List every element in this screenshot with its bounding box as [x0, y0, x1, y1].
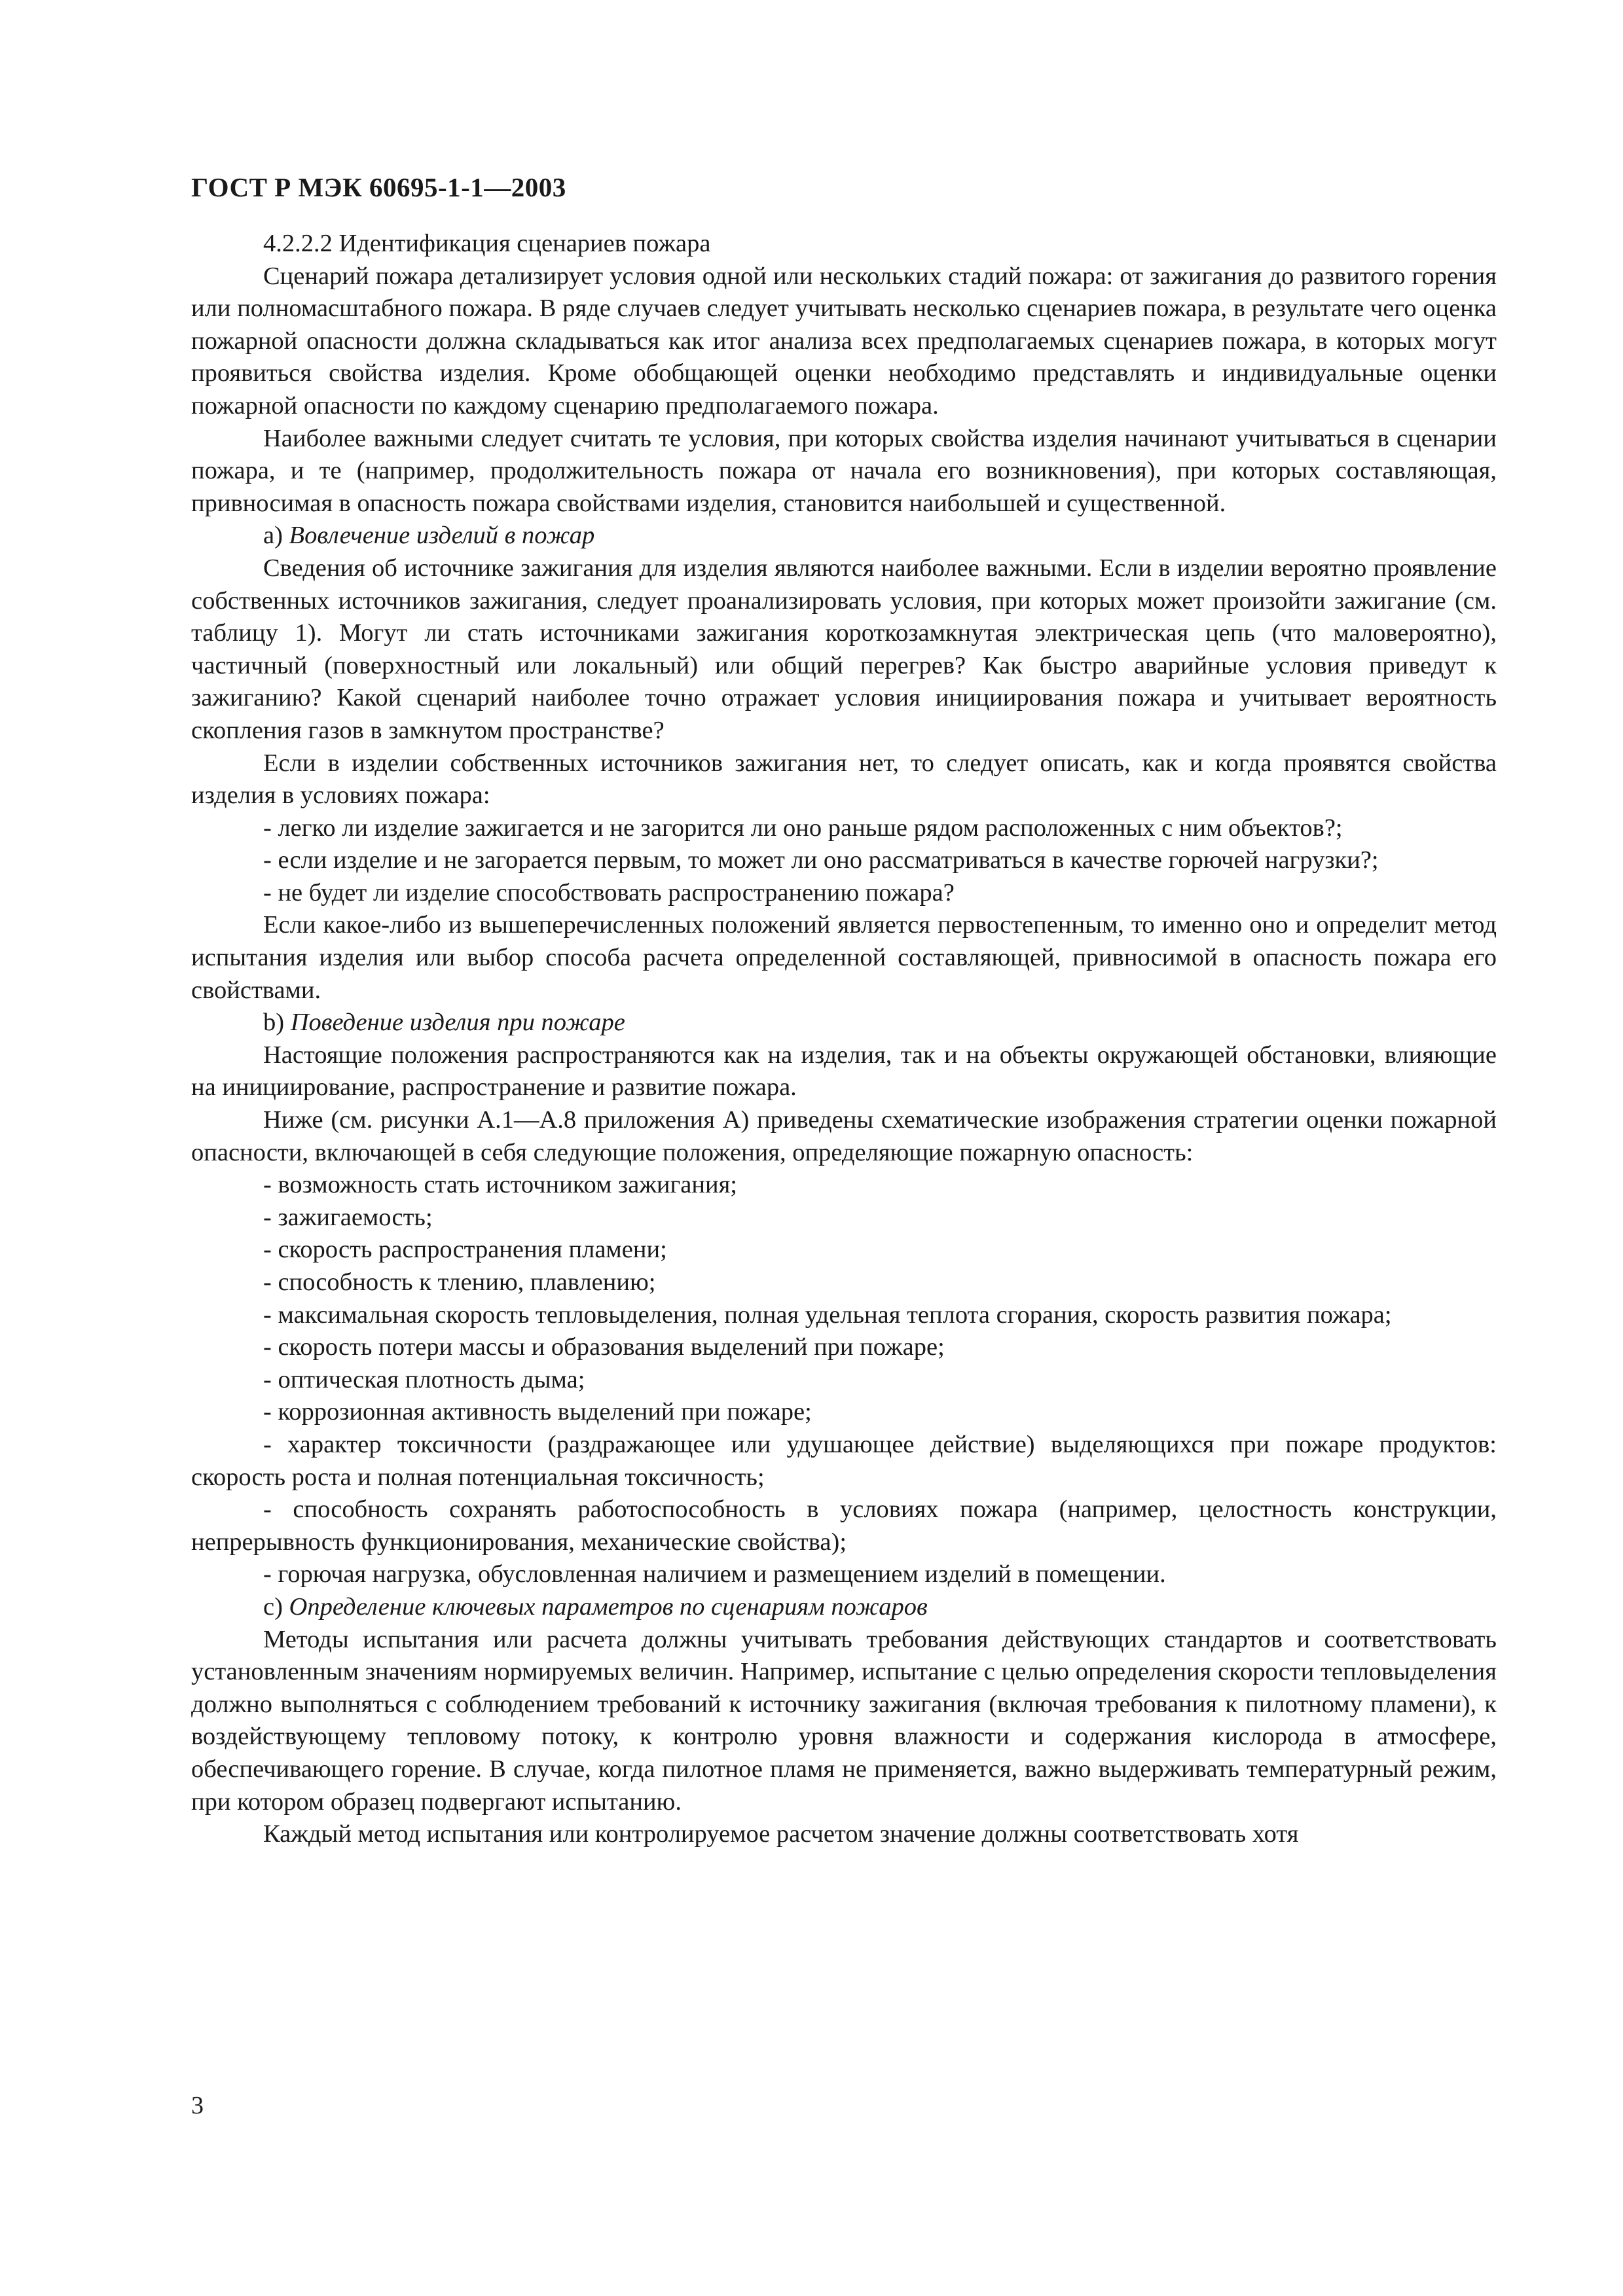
paragraph: Настоящие положения распространяются как на изделия, так и на объекты окружающей обстановки, влияющие на инициирование, распространение и развитие пожара. — [191, 1041, 1497, 1102]
list-item: - возможность стать источником зажигания; — [263, 1171, 737, 1199]
list-item: - зажигаемость; — [263, 1203, 433, 1231]
paragraph: Сведения об источнике зажигания для изделия являются наиболее важными. Если в изделии вероятно проявление собственных источников зажигания, следует проанализировать условия, при которых может произойти зажигание (см. таблицу 1). Могут ли стать источниками зажигания короткозамкнутая электрическая цепь (что маловероятно), частичный (поверхностный или локальный) или общий перегрев? Как быстро аварийные условия приведут к зажиганию? Какой сценарий наиболее точно отражает условия инициирования пожара и учитывает вероятность скопления газов в замкнутом пространстве? — [191, 554, 1497, 744]
list-item: - коррозионная активность выделений при пожаре; — [263, 1398, 812, 1426]
list-item: - не будет ли изделие способствовать распространению пожара? — [263, 878, 955, 906]
document-body — [191, 228, 1497, 1851]
subsection-marker: с) — [263, 1592, 283, 1621]
paragraph: Каждый метод испытания или контролируемое расчетом значение должны соответствовать хотя — [263, 1820, 1299, 1848]
paragraph: Если в изделии собственных источников зажигания нет, то следует описать, как и когда проявятся свойства изделия в условиях пожара: — [191, 749, 1497, 810]
subsection-marker: а) — [263, 522, 283, 550]
list-item: - характер токсичности (раздражающее или удушающее действие) выделяющихся при пожаре продуктов: скорость роста и полная потенциальная токсичность; — [191, 1430, 1497, 1491]
paragraph: Если какое-либо из вышеперечисленных положений является первостепенным, то именно оно и определит метод испытания изделия или выбор способа расчета определенной составляющей, привносимой в опасность пожара его свойствами. — [191, 911, 1497, 1004]
list-item: - скорость распространения пламени; — [263, 1236, 667, 1264]
list-item: - легко ли изделие зажигается и не загорится ли оно раньше рядом расположенных с ним объектов?; — [263, 814, 1343, 842]
list-item: - способность к тлению, плавлению; — [263, 1268, 656, 1296]
list-item: - максимальная скорость тепловыделения, полная удельная теплота сгорания, скорость развития пожара; — [263, 1300, 1392, 1329]
paragraph: Методы испытания или расчета должны учитывать требования действующих стандартов и соответствовать установленным значениям нормируемых величин. Например, испытание с целью определения скорости тепловыделения должно выполняться с соблюдением требований к источнику зажигания (включая требования к пилотному пламени), к воздействующему тепловому потоку, к контролю уровня влажности и содержания кислорода в атмосфере, обеспечивающего горение. В случае, когда пилотное пламя не применяется, важно выдерживать температурный режим, при котором образец подвергают испытанию. — [191, 1625, 1497, 1816]
list-item: - оптическая плотность дыма; — [263, 1365, 585, 1393]
subsection-title: Вовлечение изделий в пожар — [289, 522, 595, 550]
page-number: 3 — [191, 2092, 204, 2119]
subsection-marker: b) — [263, 1009, 285, 1037]
subsection-heading — [191, 1007, 1497, 1039]
subsection-heading — [191, 1591, 1497, 1624]
list-item: - скорость потери массы и образования выделений при пожаре; — [263, 1333, 945, 1361]
subsection-title: Поведение изделия при пожаре — [290, 1009, 625, 1037]
section-heading: 4.2.2.2 Идентификация сценариев пожара — [263, 230, 711, 257]
paragraph: Наиболее важными следует считать те условия, при которых свойства изделия начинают учитываться в сценарии пожара, и те (например, продолжительность пожара от начала его возникновения), при которых составляющая, привносимая в опасность пожара свойствами изделия, становится наибольшей и существенной. — [191, 424, 1497, 517]
subsection-title: Определение ключевых параметров по сценариям пожаров — [289, 1592, 928, 1621]
subsection-heading — [191, 520, 1497, 552]
document-header: ГОСТ Р МЭК 60695-1-1—2003 — [191, 172, 566, 202]
list-item: - если изделие и не загорается первым, то может ли оно рассматриваться в качестве горючей нагрузки?; — [263, 846, 1379, 874]
list-item: - горючая нагрузка, обусловленная наличием и размещением изделий в помещении. — [263, 1560, 1166, 1588]
list-item: - способность сохранять работоспособность в условиях пожара (например, целостность конструкции, непрерывность функционирования, механические свойства); — [191, 1496, 1497, 1556]
paragraph: Сценарий пожара детализирует условия одной или нескольких стадий пожара: от зажигания до развитого горения или полномасштабного пожара. В ряде случаев следует учитывать несколько сценариев пожара, в результате чего оценка пожарной опасности должна складываться как итог анализа всех предполагаемых сценариев пожара, в которых могут проявиться свойства изделия. Кроме обобщающей оценки необходимо представлять и индивидуальные оценки пожарной опасности по каждому сценарию предполагаемого пожара. — [191, 262, 1497, 420]
paragraph: Ниже (см. рисунки А.1—А.8 приложения А) приведены схематические изображения стратегии оценки пожарной опасности, включающей в себя следующие положения, определяющие пожарную опасность: — [191, 1106, 1497, 1166]
